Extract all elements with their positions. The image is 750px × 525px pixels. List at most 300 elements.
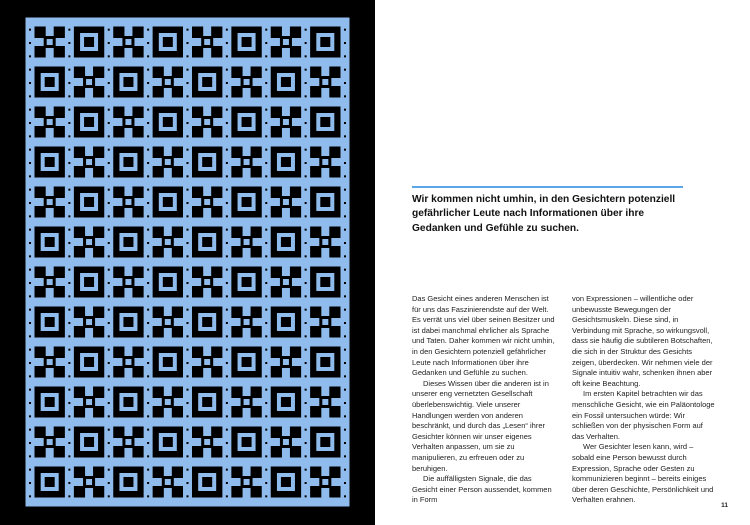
lattice-stitch-dot xyxy=(187,149,189,151)
lattice-stitch-dot xyxy=(147,255,149,257)
lattice-diamond-hole xyxy=(45,397,55,407)
lattice-stitch-dot xyxy=(187,69,189,71)
lattice-stitch-dot xyxy=(108,375,110,377)
lattice-stitch-dot xyxy=(344,149,346,151)
paragraph: Die auffälligsten Signale, die das Gesicht einer Person aussendet, kommen in Form xyxy=(412,474,552,505)
lattice-stitch-dot xyxy=(305,375,307,377)
lattice-stitch-dot xyxy=(305,402,307,404)
lattice-stitch-dot xyxy=(187,295,189,297)
lattice-stitch-dot xyxy=(344,389,346,391)
lattice-stitch-dot xyxy=(187,189,189,191)
lattice-center-dot xyxy=(283,279,289,285)
lattice-diamond-hole xyxy=(163,197,173,207)
lattice-stitch-dot xyxy=(68,175,70,177)
lattice-horizontal-band xyxy=(26,458,350,467)
lattice-diamond-hole xyxy=(242,357,252,367)
lattice-stitch-dot xyxy=(226,242,228,244)
lattice-diamond-hole xyxy=(320,437,330,447)
lattice-stitch-dot xyxy=(226,175,228,177)
lattice-stitch-dot xyxy=(68,55,70,57)
lattice-stitch-dot xyxy=(29,122,31,124)
lattice-stitch-dot xyxy=(344,415,346,417)
lattice-center-dot xyxy=(244,479,250,485)
lattice-center-dot xyxy=(165,79,171,85)
lattice-stitch-dot xyxy=(147,215,149,217)
lattice-diamond-hole xyxy=(123,477,133,487)
lattice-diamond-hole xyxy=(202,237,212,247)
lattice-horizontal-band xyxy=(26,258,350,267)
lattice-stitch-dot xyxy=(226,442,228,444)
lattice-diamond-hole xyxy=(202,77,212,87)
lattice-stitch-dot xyxy=(108,349,110,351)
lattice-stitch-dot xyxy=(187,415,189,417)
lattice-center-dot xyxy=(283,359,289,365)
lattice-diamond-hole xyxy=(281,397,291,407)
right-page-text xyxy=(375,0,750,525)
lattice-stitch-dot xyxy=(187,242,189,244)
lattice-stitch-dot xyxy=(29,335,31,337)
lattice-horizontal-band xyxy=(26,298,350,307)
lattice-stitch-dot xyxy=(305,349,307,351)
lattice-stitch-dot xyxy=(187,29,189,31)
lattice-stitch-dot xyxy=(68,309,70,311)
lattice-center-dot xyxy=(165,159,171,165)
lattice-stitch-dot xyxy=(68,455,70,457)
lattice-diamond-hole xyxy=(202,157,212,167)
lattice-stitch-dot xyxy=(29,375,31,377)
lattice-stitch-dot xyxy=(29,482,31,484)
lattice-stitch-dot xyxy=(265,389,267,391)
lattice-stitch-dot xyxy=(29,135,31,137)
lattice-stitch-dot xyxy=(108,309,110,311)
lattice-center-dot xyxy=(244,159,250,165)
lattice-stitch-dot xyxy=(226,269,228,271)
lattice-stitch-dot xyxy=(147,189,149,191)
lattice-stitch-dot xyxy=(29,175,31,177)
lattice-stitch-dot xyxy=(305,162,307,164)
lattice-center-dot xyxy=(322,239,328,245)
lattice-stitch-dot xyxy=(265,69,267,71)
lattice-stitch-dot xyxy=(68,29,70,31)
lattice-stitch-dot xyxy=(265,415,267,417)
lattice-stitch-dot xyxy=(147,95,149,97)
lattice-diamond-hole xyxy=(45,237,55,247)
lattice-stitch-dot xyxy=(29,429,31,431)
lattice-stitch-dot xyxy=(305,122,307,124)
lattice-diamond-hole xyxy=(45,77,55,87)
lattice-stitch-dot xyxy=(147,109,149,111)
lattice-center-dot xyxy=(86,159,92,165)
lattice-horizontal-band xyxy=(26,98,350,107)
lattice-diamond-hole xyxy=(84,197,94,207)
lattice-stitch-dot xyxy=(305,415,307,417)
lattice-stitch-dot xyxy=(29,322,31,324)
lattice-diamond-hole xyxy=(84,357,94,367)
lattice-stitch-dot xyxy=(226,189,228,191)
lattice-stitch-dot xyxy=(265,215,267,217)
lattice-stitch-dot xyxy=(265,162,267,164)
lattice-diamond-hole xyxy=(163,357,173,367)
lattice-stitch-dot xyxy=(147,415,149,417)
lattice-center-dot xyxy=(322,159,328,165)
lattice-center-dot xyxy=(204,359,210,365)
lattice-diamond-hole xyxy=(163,437,173,447)
lattice-diamond-hole xyxy=(84,37,94,47)
lattice-stitch-dot xyxy=(226,455,228,457)
lattice-stitch-dot xyxy=(147,389,149,391)
lattice-center-dot xyxy=(47,119,53,125)
lattice-stitch-dot xyxy=(29,455,31,457)
lattice-stitch-dot xyxy=(147,202,149,204)
lattice-stitch-dot xyxy=(344,162,346,164)
lattice-horizontal-band xyxy=(26,218,350,227)
lattice-stitch-dot xyxy=(29,29,31,31)
lattice-stitch-dot xyxy=(344,482,346,484)
lattice-stitch-dot xyxy=(187,55,189,57)
lattice-stitch-dot xyxy=(344,135,346,137)
lattice-stitch-dot xyxy=(147,495,149,497)
lattice-stitch-dot xyxy=(265,282,267,284)
lattice-center-dot xyxy=(125,359,131,365)
lattice-stitch-dot xyxy=(265,175,267,177)
lattice-stitch-dot xyxy=(187,375,189,377)
lattice-stitch-dot xyxy=(68,375,70,377)
lattice-stitch-dot xyxy=(29,229,31,231)
lattice-stitch-dot xyxy=(68,429,70,431)
lattice-diamond-hole xyxy=(123,237,133,247)
lattice-diamond-hole xyxy=(202,397,212,407)
lattice-stitch-dot xyxy=(344,42,346,44)
lattice-stitch-dot xyxy=(344,495,346,497)
lattice-stitch-dot xyxy=(187,429,189,431)
lattice-stitch-dot xyxy=(187,255,189,257)
lattice-stitch-dot xyxy=(147,442,149,444)
lattice-stitch-dot xyxy=(265,149,267,151)
lattice-diamond-hole xyxy=(320,357,330,367)
lattice-diamond-hole xyxy=(84,117,94,127)
lattice-center-dot xyxy=(204,439,210,445)
lattice-stitch-dot xyxy=(187,215,189,217)
lattice-stitch-dot xyxy=(108,482,110,484)
lattice-stitch-dot xyxy=(68,242,70,244)
lattice-stitch-dot xyxy=(68,442,70,444)
lattice-stitch-dot xyxy=(68,389,70,391)
lattice-stitch-dot xyxy=(29,215,31,217)
lattice-stitch-dot xyxy=(29,349,31,351)
lattice-stitch-dot xyxy=(344,122,346,124)
lattice-center-dot xyxy=(86,479,92,485)
lattice-stitch-dot xyxy=(265,429,267,431)
paragraph: Dieses Wissen über die anderen ist in unserer eng vernetzten Gesellschaft überlebenswichtig. Viele unserer Handlungen werden von anderen beschränkt, und durch das „Lesen“ ihrer Gesichter können wir unser eigenes Verhalten anpassen, um sie zu manipulieren, zu erfreuen oder zu beruhigen. xyxy=(412,378,549,473)
lattice-stitch-dot xyxy=(265,109,267,111)
lattice-stitch-dot xyxy=(187,175,189,177)
lattice-stitch-dot xyxy=(305,322,307,324)
lattice-center-dot xyxy=(47,279,53,285)
lattice-diamond-hole xyxy=(45,477,55,487)
lattice-center-dot xyxy=(86,399,92,405)
lattice-stitch-dot xyxy=(344,69,346,71)
lattice-stitch-dot xyxy=(265,82,267,84)
lattice-stitch-dot xyxy=(344,82,346,84)
lattice-stitch-dot xyxy=(68,162,70,164)
lattice-stitch-dot xyxy=(305,242,307,244)
lattice-diamond-hole xyxy=(163,117,173,127)
lattice-stitch-dot xyxy=(226,309,228,311)
lattice-stitch-dot xyxy=(68,335,70,337)
lattice-stitch-dot xyxy=(108,389,110,391)
lattice-stitch-dot xyxy=(147,122,149,124)
lattice-diamond-hole xyxy=(242,117,252,127)
lattice-stitch-dot xyxy=(265,135,267,137)
lattice-stitch-dot xyxy=(147,402,149,404)
lattice-stitch-dot xyxy=(68,95,70,97)
lattice-stitch-dot xyxy=(344,309,346,311)
lattice-stitch-dot xyxy=(29,442,31,444)
lattice-stitch-dot xyxy=(108,189,110,191)
lattice-stitch-dot xyxy=(305,255,307,257)
lattice-stitch-dot xyxy=(108,69,110,71)
lattice-horizontal-band xyxy=(26,178,350,187)
lattice-stitch-dot xyxy=(147,335,149,337)
lattice-center-dot xyxy=(165,399,171,405)
lattice-stitch-dot xyxy=(305,69,307,71)
lattice-stitch-dot xyxy=(305,175,307,177)
lattice-stitch-dot xyxy=(108,255,110,257)
lattice-stitch-dot xyxy=(108,95,110,97)
lattice-stitch-dot xyxy=(187,109,189,111)
lattice-diamond-hole xyxy=(281,477,291,487)
lattice-stitch-dot xyxy=(344,335,346,337)
lattice-stitch-dot xyxy=(108,335,110,337)
lattice-stitch-dot xyxy=(108,402,110,404)
lattice-stitch-dot xyxy=(226,282,228,284)
body-column-2 xyxy=(572,294,715,506)
lattice-stitch-dot xyxy=(147,322,149,324)
lattice-center-dot xyxy=(165,239,171,245)
lattice-diamond-hole xyxy=(84,277,94,287)
lattice-stitch-dot xyxy=(187,122,189,124)
lattice-stitch-dot xyxy=(108,82,110,84)
lattice-diamond-hole xyxy=(163,277,173,287)
lattice-stitch-dot xyxy=(226,362,228,364)
lattice-stitch-dot xyxy=(226,82,228,84)
lattice-stitch-dot xyxy=(344,429,346,431)
lattice-stitch-dot xyxy=(265,309,267,311)
lattice-stitch-dot xyxy=(187,495,189,497)
lattice-stitch-dot xyxy=(344,215,346,217)
lattice-stitch-dot xyxy=(187,269,189,271)
lattice-stitch-dot xyxy=(147,162,149,164)
lattice-stitch-dot xyxy=(344,282,346,284)
lattice-stitch-dot xyxy=(29,362,31,364)
lattice-center-dot xyxy=(86,319,92,325)
lattice-stitch-dot xyxy=(226,389,228,391)
lattice-stitch-dot xyxy=(68,495,70,497)
lattice-diamond-hole xyxy=(45,317,55,327)
lattice-stitch-dot xyxy=(108,149,110,151)
lattice-stitch-dot xyxy=(187,469,189,471)
lattice-stitch-dot xyxy=(187,442,189,444)
lattice-stitch-dot xyxy=(305,482,307,484)
lattice-stitch-dot xyxy=(344,229,346,231)
lattice-stitch-dot xyxy=(147,362,149,364)
lattice-stitch-dot xyxy=(68,122,70,124)
lattice-stitch-dot xyxy=(265,202,267,204)
lattice-stitch-dot xyxy=(305,135,307,137)
lattice-stitch-dot xyxy=(226,215,228,217)
lattice-center-dot xyxy=(86,79,92,85)
page-number: 11 xyxy=(721,502,728,509)
lattice-stitch-dot xyxy=(226,375,228,377)
lattice-stitch-dot xyxy=(29,69,31,71)
lattice-stitch-dot xyxy=(108,215,110,217)
lattice-diamond-hole xyxy=(320,37,330,47)
lattice-stitch-dot xyxy=(147,175,149,177)
lattice-stitch-dot xyxy=(187,202,189,204)
lattice-stitch-dot xyxy=(344,455,346,457)
lattice-stitch-dot xyxy=(305,335,307,337)
lattice-stitch-dot xyxy=(147,242,149,244)
lattice-stitch-dot xyxy=(305,95,307,97)
lattice-stitch-dot xyxy=(265,242,267,244)
lattice-stitch-dot xyxy=(68,149,70,151)
lattice-stitch-dot xyxy=(108,322,110,324)
lattice-stitch-dot xyxy=(108,442,110,444)
lattice-stitch-dot xyxy=(68,42,70,44)
lattice-stitch-dot xyxy=(305,282,307,284)
lattice-stitch-dot xyxy=(344,255,346,257)
lattice-stitch-dot xyxy=(226,109,228,111)
lattice-stitch-dot xyxy=(305,109,307,111)
lattice-stitch-dot xyxy=(187,309,189,311)
lattice-stitch-dot xyxy=(187,349,189,351)
lattice-stitch-dot xyxy=(147,309,149,311)
lattice-stitch-dot xyxy=(226,255,228,257)
lattice-stitch-dot xyxy=(108,269,110,271)
lattice-stitch-dot xyxy=(29,189,31,191)
lattice-stitch-dot xyxy=(265,295,267,297)
lattice-stitch-dot xyxy=(147,69,149,71)
lattice-stitch-dot xyxy=(226,335,228,337)
lattice-stitch-dot xyxy=(68,109,70,111)
lattice-stitch-dot xyxy=(108,202,110,204)
lattice-stitch-dot xyxy=(108,55,110,57)
lattice-stitch-dot xyxy=(29,95,31,97)
lattice-stitch-dot xyxy=(68,215,70,217)
lattice-stitch-dot xyxy=(187,229,189,231)
lattice-stitch-dot xyxy=(68,82,70,84)
lattice-stitch-dot xyxy=(226,295,228,297)
lattice-stitch-dot xyxy=(68,349,70,351)
lattice-diamond-hole xyxy=(242,437,252,447)
lattice-stitch-dot xyxy=(265,322,267,324)
lattice-diamond-hole xyxy=(202,317,212,327)
lattice-center-dot xyxy=(47,39,53,45)
lattice-stitch-dot xyxy=(305,389,307,391)
lattice-stitch-dot xyxy=(29,389,31,391)
lattice-center-dot xyxy=(204,199,210,205)
lattice-stitch-dot xyxy=(147,42,149,44)
lattice-stitch-dot xyxy=(265,375,267,377)
lattice-stitch-dot xyxy=(305,469,307,471)
lattice-stitch-dot xyxy=(265,349,267,351)
lattice-stitch-dot xyxy=(108,42,110,44)
lattice-stitch-dot xyxy=(265,482,267,484)
lattice-stitch-dot xyxy=(226,322,228,324)
pull-quote: Wir kommen nicht umhin, in den Gesichtern potenziell gefährlicher Leute nach Informationen über ihre Gedanken und Gefühle zu suchen. xyxy=(412,194,676,234)
lattice-stitch-dot xyxy=(305,495,307,497)
lattice-stitch-dot xyxy=(29,269,31,271)
lattice-center-dot xyxy=(125,119,131,125)
lattice-diamond-hole xyxy=(320,197,330,207)
lattice-diamond-hole xyxy=(123,157,133,167)
lattice-stitch-dot xyxy=(68,69,70,71)
lattice-stitch-dot xyxy=(29,242,31,244)
lattice-stitch-dot xyxy=(265,55,267,57)
lattice-stitch-dot xyxy=(265,189,267,191)
lattice-stitch-dot xyxy=(344,402,346,404)
lattice-stitch-dot xyxy=(344,109,346,111)
lattice-stitch-dot xyxy=(344,322,346,324)
lattice-center-dot xyxy=(125,199,131,205)
lattice-stitch-dot xyxy=(265,269,267,271)
lattice-stitch-dot xyxy=(305,189,307,191)
lattice-stitch-dot xyxy=(68,415,70,417)
lattice-center-dot xyxy=(322,399,328,405)
lattice-stitch-dot xyxy=(265,335,267,337)
lattice-stitch-dot xyxy=(226,122,228,124)
lattice-stitch-dot xyxy=(29,55,31,57)
lattice-stitch-dot xyxy=(147,269,149,271)
lattice-diamond-hole xyxy=(123,77,133,87)
lattice-diamond-hole xyxy=(123,317,133,327)
body-column-1 xyxy=(412,294,555,506)
lattice-stitch-dot xyxy=(265,362,267,364)
lattice-stitch-dot xyxy=(68,189,70,191)
lattice-center-dot xyxy=(165,319,171,325)
lattice-stitch-dot xyxy=(305,309,307,311)
lattice-stitch-dot xyxy=(108,29,110,31)
lattice-stitch-dot xyxy=(305,29,307,31)
paragraph: Im ersten Kapitel betrachten wir das menschliche Gesicht, wie ein Paläontologe ein Fossil untersuchen würde: Wir schließen von der physischen Form auf das Verhalten. xyxy=(572,389,715,441)
lattice-stitch-dot xyxy=(226,482,228,484)
lattice-stitch-dot xyxy=(147,282,149,284)
lattice-diamond-hole xyxy=(281,237,291,247)
lattice-stitch-dot xyxy=(108,295,110,297)
lattice-stitch-dot xyxy=(68,295,70,297)
lattice-stitch-dot xyxy=(68,202,70,204)
lattice-stitch-dot xyxy=(305,429,307,431)
lattice-center-dot xyxy=(244,399,250,405)
lattice-diamond-hole xyxy=(163,37,173,47)
lattice-stitch-dot xyxy=(226,495,228,497)
lattice-stitch-dot xyxy=(108,229,110,231)
lattice-stitch-dot xyxy=(68,322,70,324)
lattice-stitch-dot xyxy=(344,55,346,57)
lattice-stitch-dot xyxy=(147,429,149,431)
lattice-stitch-dot xyxy=(187,42,189,44)
lattice-stitch-dot xyxy=(344,242,346,244)
accent-rule xyxy=(412,186,683,188)
lattice-stitch-dot xyxy=(147,455,149,457)
lattice-center-dot xyxy=(244,319,250,325)
lattice-diamond-hole xyxy=(202,477,212,487)
lattice-diamond-hole xyxy=(281,317,291,327)
lattice-stitch-dot xyxy=(68,282,70,284)
lattice-stitch-dot xyxy=(305,295,307,297)
lattice-stitch-dot xyxy=(305,42,307,44)
lattice-stitch-dot xyxy=(147,375,149,377)
